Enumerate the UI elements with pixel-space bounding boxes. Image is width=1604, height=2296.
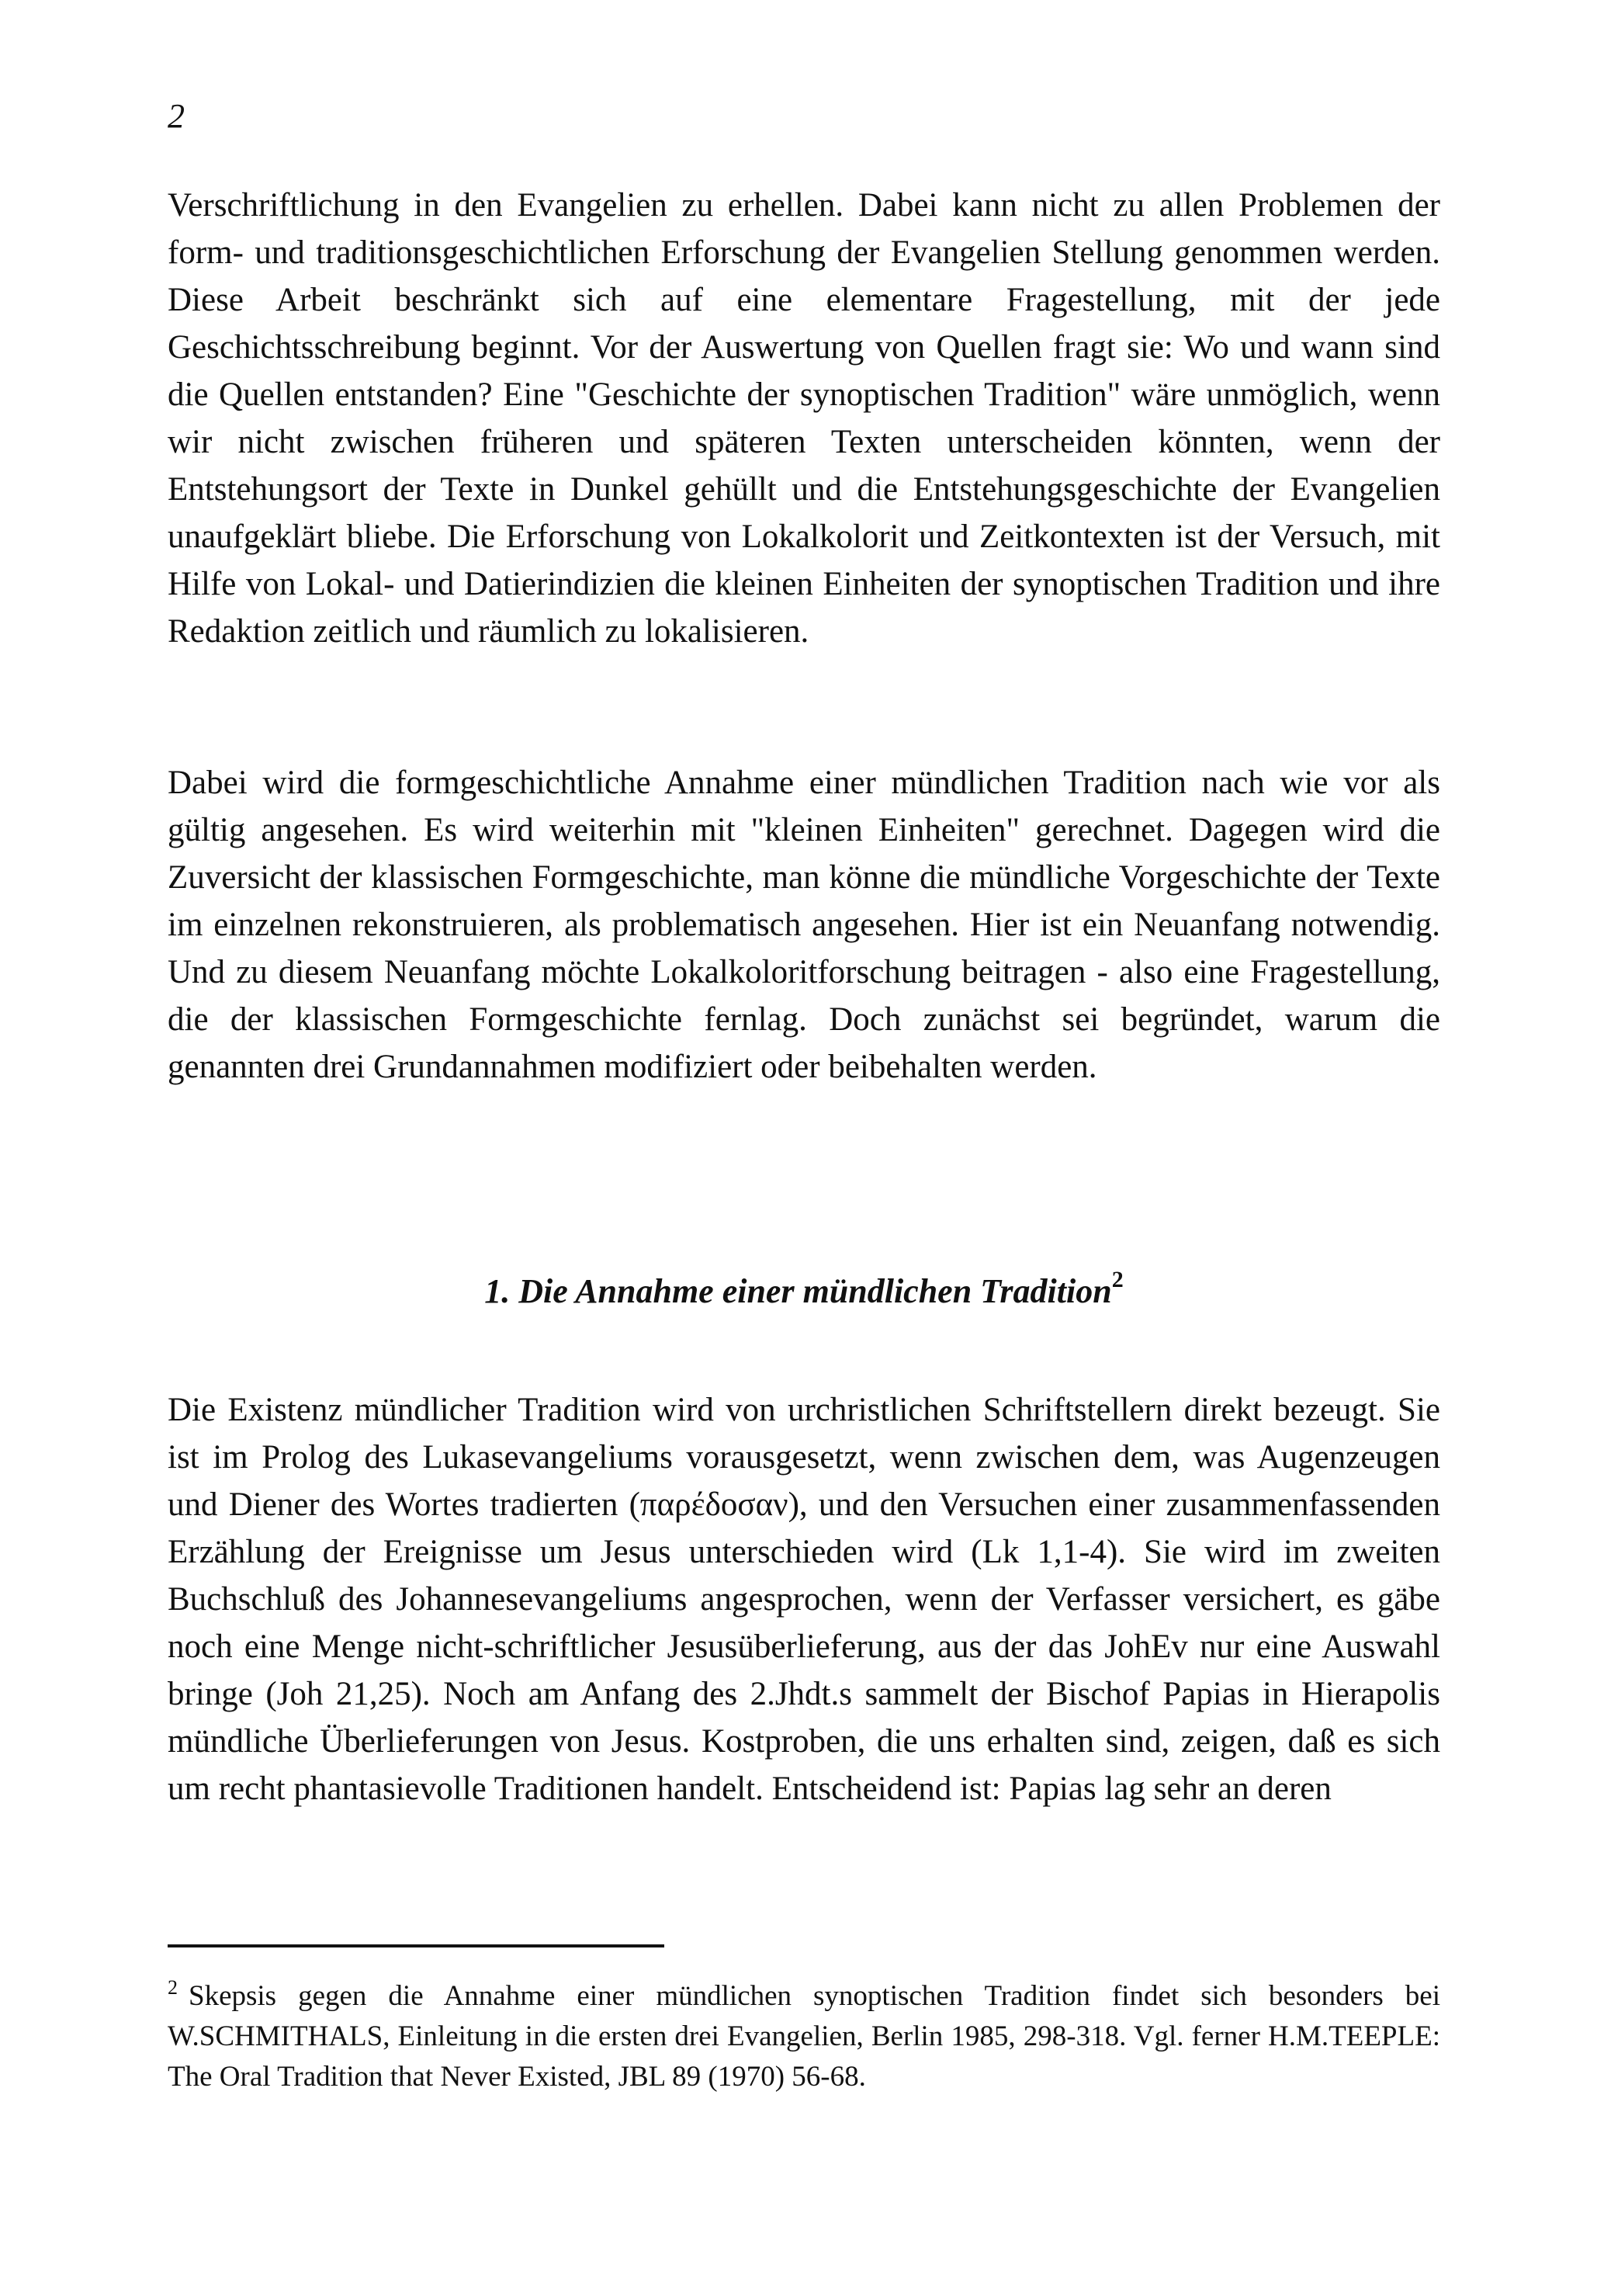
footnote-text: Skepsis gegen die Annahme einer mündlichen synoptischen Tradition findet sich besonders bei W.SCHMITHALS, Einleitung in die ersten drei Evangelien, Berlin 1985, 298-318. Vgl. ferner H.M.TEEPLE: The Oral Tradition that Never Existed, JBL 89 (1970) 56-68. <box>168 1980 1440 2093</box>
body-paragraph: Die Existenz mündlicher Tradition wird von urchristlichen Schriftstellern direkt bezeugt. Sie ist im Prolog des Lukasevangeliums vorausgesetzt, wenn zwischen dem, was Augenzeugen und Diener des Wortes tradierten (παρέδοσαν), und den Versuchen einer zusammenfassenden Erzählung der Ereignisse um Jesus unterschieden wird (Lk 1,1-4). Sie wird im zweiten Buchschluß des Johannesevangeliums angesprochen, wenn der Verfasser versichert, es gäbe noch eine Menge nicht-schriftlicher Jesusüberlieferung, aus der das JohEv nur eine Auswahl bringe (Joh 21,25). Noch am Anfang des 2.Jhdt.s sammelt der Bischof Papias in Hierapolis mündliche Überlieferungen von Jesus. Kostproben, die uns erhalten sind, zeigen, daß es sich um recht phantasievolle Traditionen handelt. Entscheidend ist: Papias lag sehr an deren <box>168 1392 1440 1807</box>
footnote <box>168 1968 1440 2097</box>
footnote-divider <box>168 1944 664 1947</box>
page-number: 2 <box>168 97 185 135</box>
footnote-marker: 2 <box>168 1976 178 1999</box>
section-heading-text: 1. Die Annahme einer mündlichen Tradition <box>484 1272 1112 1310</box>
body-paragraph: Dabei wird die formgeschichtliche Annahme einer mündlichen Tradition nach wie vor als gültig angesehen. Es wird weiterhin mit "kleinen Einheiten" gerechnet. Dagegen wird die Zuversicht der klassischen Formgeschichte, man könne die mündliche Vorgeschichte der Texte im einzelnen rekonstruieren, als problematisch angesehen. Hier ist ein Neuanfang notwendig. Und zu diesem Neuanfang möchte Lokalkoloritforschung beitragen - also eine Fragestellung, die der klassischen Formgeschichte fernlag. Doch zunächst sei begründet, warum die genannten drei Grundannahmen modifiziert oder beibehalten werden. <box>168 765 1440 1085</box>
body-paragraph: Verschriftlichung in den Evangelien zu erhellen. Dabei kann nicht zu allen Problemen der form- und traditionsgeschichtlichen Erforschung der Evangelien Stellung genommen werden. Diese Arbeit beschränkt sich auf eine elementare Fragestellung, mit der jede Geschichtsschreibung beginnt. Vor der Auswertung von Quellen fragt sie: Wo und wann sind die Quellen entstanden? Eine "Geschichte der synoptischen Tradition" wäre unmöglich, wenn wir nicht zwischen früheren und späteren Texten unterscheiden könnten, wenn der Entstehungsort der Texte in Dunkel gehüllt und die Entstehungsgeschichte der Evangelien unaufgeklärt bliebe. Die Erforschung von Lokalkolorit und Zeitkontexten ist der Versuch, mit Hilfe von Lokal- und Datierindizien die kleinen Einheiten der synoptischen Tradition und ihre Redaktion zeitlich und räumlich zu lokalisieren. <box>168 187 1440 650</box>
footnote-reference[interactable]: 2 <box>1111 1267 1124 1292</box>
section-heading <box>168 1268 1440 1309</box>
